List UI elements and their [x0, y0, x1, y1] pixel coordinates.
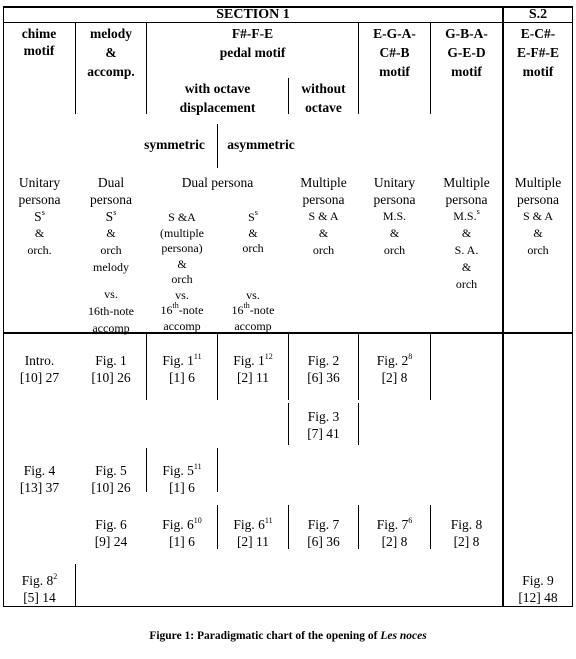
section-1-title: SECTION 1 [216, 7, 290, 22]
col-pedal-l1: F#-F-E [231, 26, 274, 41]
persona-c3-l3: persona) [161, 241, 203, 255]
fig-r4-c2-b: [9] 24 [94, 534, 128, 549]
persona-c6-l2: persona [373, 192, 416, 207]
figure-caption [0, 630, 576, 642]
persona-c7-l4: & [461, 226, 472, 240]
persona-c1 [4, 174, 75, 259]
rule-right [572, 6, 573, 607]
persona-c5-l5: orch [312, 243, 335, 257]
persona-c6-l3: M.S. [382, 209, 407, 223]
fig-r5-c1-b: [5] 14 [23, 590, 56, 605]
caption-title: Les noces [380, 630, 427, 642]
fig-r4-c5-a: Fig. 7 [307, 517, 340, 532]
fig-r1-c5-b: [6] 36 [307, 370, 340, 385]
fig-r5-c1-a: Fig. $8^2$ [21, 571, 58, 588]
persona-c8-l1: Multiple [514, 175, 562, 190]
fig-r4-c4 [218, 516, 288, 550]
fig-r4-c6-a: Fig. $7^6$ [376, 515, 413, 532]
persona-c34: Dual persona [181, 175, 254, 190]
col-octave-disp-l1: with octave [184, 81, 251, 96]
fig-r4-c3-a: Fig. $6^{10}$ [162, 515, 202, 532]
rule-b-c6-r1 [430, 334, 431, 400]
col-ecef-l1: E-C#- [520, 26, 556, 41]
fig-r1-c5-a: Fig. 2 [307, 353, 340, 368]
persona-c7-l1: Multiple [443, 175, 490, 190]
persona-c6-l4: & [389, 226, 400, 240]
persona-c2 [76, 174, 146, 337]
persona-c4 [218, 210, 288, 334]
persona-c2-l9: accomp [92, 321, 130, 335]
fig-r4-c2-a: Fig. 6 [95, 517, 127, 532]
col-without-l2: octave [305, 100, 342, 115]
fig-r4-c3-b: [1] 6 [169, 534, 195, 549]
rule-section-divider [502, 6, 504, 607]
persona-c7-l6: & [461, 260, 472, 274]
rule-bottom [3, 606, 573, 607]
fig-r1-c6 [359, 352, 430, 386]
col-without-l1: without [301, 81, 346, 96]
persona-c4-l4: vs. [246, 287, 260, 302]
persona-c1-l4: & [34, 226, 45, 240]
persona-c8-l3: S & A [522, 209, 553, 223]
fig-r4-c6-b: [2] 8 [381, 534, 408, 549]
col-egac-l3: motif [379, 64, 410, 79]
fig-r2-c5 [289, 408, 358, 442]
persona-c4-l6: accomp [234, 318, 272, 333]
fig-r3-c2-b: [10] 26 [91, 480, 131, 495]
col-chime-motif: chime motif [21, 26, 57, 58]
fig-r1-c4-a: Fig. $1^{12}$ [233, 351, 273, 368]
fig-r1-c4 [218, 352, 288, 386]
fig-r4-c7 [431, 516, 502, 550]
fig-r1-c2-b: [10] 26 [91, 370, 131, 385]
col-ecef-l2: E-F#-E [517, 45, 559, 60]
persona-c4-l2: & [248, 225, 258, 240]
persona-c1-l3: $S^s$ [34, 207, 45, 224]
section-2-title: S.2 [528, 7, 548, 22]
fig-r3-c1-b: [13] 37 [19, 480, 60, 495]
fig-r4-c5 [289, 516, 358, 550]
fig-r5-c8-b: [12] 48 [518, 590, 558, 605]
persona-c8-l4: & [533, 226, 543, 240]
persona-c7-l5: S. A. [454, 243, 479, 257]
persona-c2-l6: melody [93, 260, 129, 274]
fig-r4-c3 [147, 516, 217, 550]
fig-r4-c6 [359, 516, 430, 550]
persona-c2-l4: & [106, 226, 116, 240]
fig-r4-c7-a: Fig. 8 [450, 517, 483, 532]
fig-r5-c8 [504, 572, 572, 606]
fig-r3-c1-a: Fig. 4 [23, 463, 56, 478]
col-melody-l1: melody [90, 26, 132, 41]
col-octave-disp-l2: displacement [179, 100, 256, 115]
col-gbag-l2: G-E-D [447, 45, 486, 60]
persona-c7-l2: persona [445, 192, 488, 207]
persona-c5-l2: persona [302, 192, 345, 207]
persona-c5-l1: Multiple [300, 175, 347, 190]
fig-r4-c4-a: Fig. $6^{11}$ [233, 515, 273, 532]
persona-c3-l1: S &A [168, 210, 196, 224]
col-melody-l2: & [105, 45, 117, 60]
fig-r1-c5 [289, 352, 358, 386]
persona-c3-l5: orch [171, 272, 193, 286]
col-symmetric: symmetric [144, 137, 205, 152]
persona-c4-l3: orch [242, 241, 264, 255]
persona-c3-l6: vs. [175, 287, 189, 302]
persona-c2-l1: Dual [97, 175, 125, 190]
persona-c5-l3: S & A [308, 209, 339, 223]
rule-b-c3-r3 [217, 448, 218, 492]
fig-r4-c7-b: [2] 8 [453, 534, 480, 549]
col-egac-l1: E-G-A- [373, 26, 416, 41]
fig-r4-c5-b: [6] 36 [307, 534, 340, 549]
fig-r4-c4-b: [2] 11 [236, 534, 270, 549]
persona-c5-l4: & [318, 226, 329, 240]
persona-c2-l2: persona [90, 192, 132, 207]
fig-r1-c1 [4, 352, 75, 386]
fig-r1-c1-b: [10] 27 [19, 370, 60, 385]
fig-r3-c2-a: Fig. 5 [95, 463, 127, 478]
fig-r3-c2 [76, 462, 146, 496]
fig-r1-c6-b: [2] 8 [381, 370, 408, 385]
persona-c6-l5: orch [383, 243, 406, 257]
col-gbag-l1: G-B-A- [445, 26, 488, 41]
persona-c3 [147, 210, 217, 334]
fig-r3-c3-a: Fig. $5^{11}$ [162, 461, 202, 478]
persona-c2-l8: 16th-note [88, 304, 134, 318]
fig-r4-c2 [76, 516, 146, 550]
persona-c1-l1: Unitary [18, 175, 61, 190]
col-asymmetric: asymmetric [227, 137, 295, 152]
persona-c2-l3: $S^s$ [105, 207, 117, 224]
persona-c6 [359, 174, 430, 259]
persona-c6-l1: Unitary [373, 175, 416, 190]
fig-r3-c3-b: [1] 6 [169, 480, 195, 495]
fig-r2-c5-a: Fig. 3 [307, 409, 340, 424]
persona-c7-l3: M.S.$^s$ [453, 207, 480, 223]
fig-r5-c1 [4, 572, 75, 606]
persona-c7-l7: orch [455, 277, 478, 291]
col-melody-l3: accomp. [87, 64, 135, 79]
persona-c2-l5: orch [100, 243, 122, 257]
col-pedal-l2: pedal motif [219, 45, 286, 60]
persona-c3-l8: accomp [163, 318, 201, 333]
rule-b-c1 [75, 564, 76, 607]
fig-r5-c8-a: Fig. 9 [522, 573, 554, 588]
fig-r3-c3 [147, 462, 217, 496]
fig-r1-c2-a: Fig. 1 [95, 353, 127, 368]
fig-r1-c3-b: [1] 6 [169, 370, 195, 385]
fig-r1-c2 [76, 352, 146, 386]
persona-c4-l5: 16th-note [231, 301, 275, 317]
col-egac-l2: C#-B [379, 45, 410, 60]
fig-r2-c5-b: [7] 41 [307, 426, 340, 441]
persona-c3-l4: & [177, 256, 187, 271]
persona-c2-l7: vs. [104, 287, 118, 301]
col-ecef-l3: motif [522, 64, 554, 79]
fig-r1-c3-a: Fig. $1^{11}$ [162, 351, 202, 368]
persona-c7 [431, 174, 502, 293]
persona-c3-l2: (multiple [160, 225, 204, 240]
persona-c8-l5: orch [527, 243, 549, 257]
rule-b-c5-r2 [358, 403, 359, 445]
persona-c5 [289, 174, 358, 259]
persona-c4-l1: $S^s$ [248, 208, 258, 224]
persona-c1-l5: orch. [27, 243, 52, 257]
fig-r1-c6-a: Fig. $2^8$ [376, 351, 413, 368]
fig-r1-c3 [147, 352, 217, 386]
persona-c1-l2: persona [18, 192, 61, 207]
fig-r1-c4-b: [2] 11 [236, 370, 270, 385]
fig-r3-c1 [4, 462, 75, 496]
rule-left [3, 6, 4, 607]
col-gbag-l3: motif [451, 64, 482, 79]
fig-r1-c1-a: Intro. [24, 353, 55, 368]
persona-c3-l7: 16th-note [160, 301, 204, 317]
persona-c8-l2: persona [517, 192, 559, 207]
persona-c8 [504, 174, 572, 259]
caption-prefix: Figure 1: Paradigmatic chart of the opening of [149, 630, 381, 642]
